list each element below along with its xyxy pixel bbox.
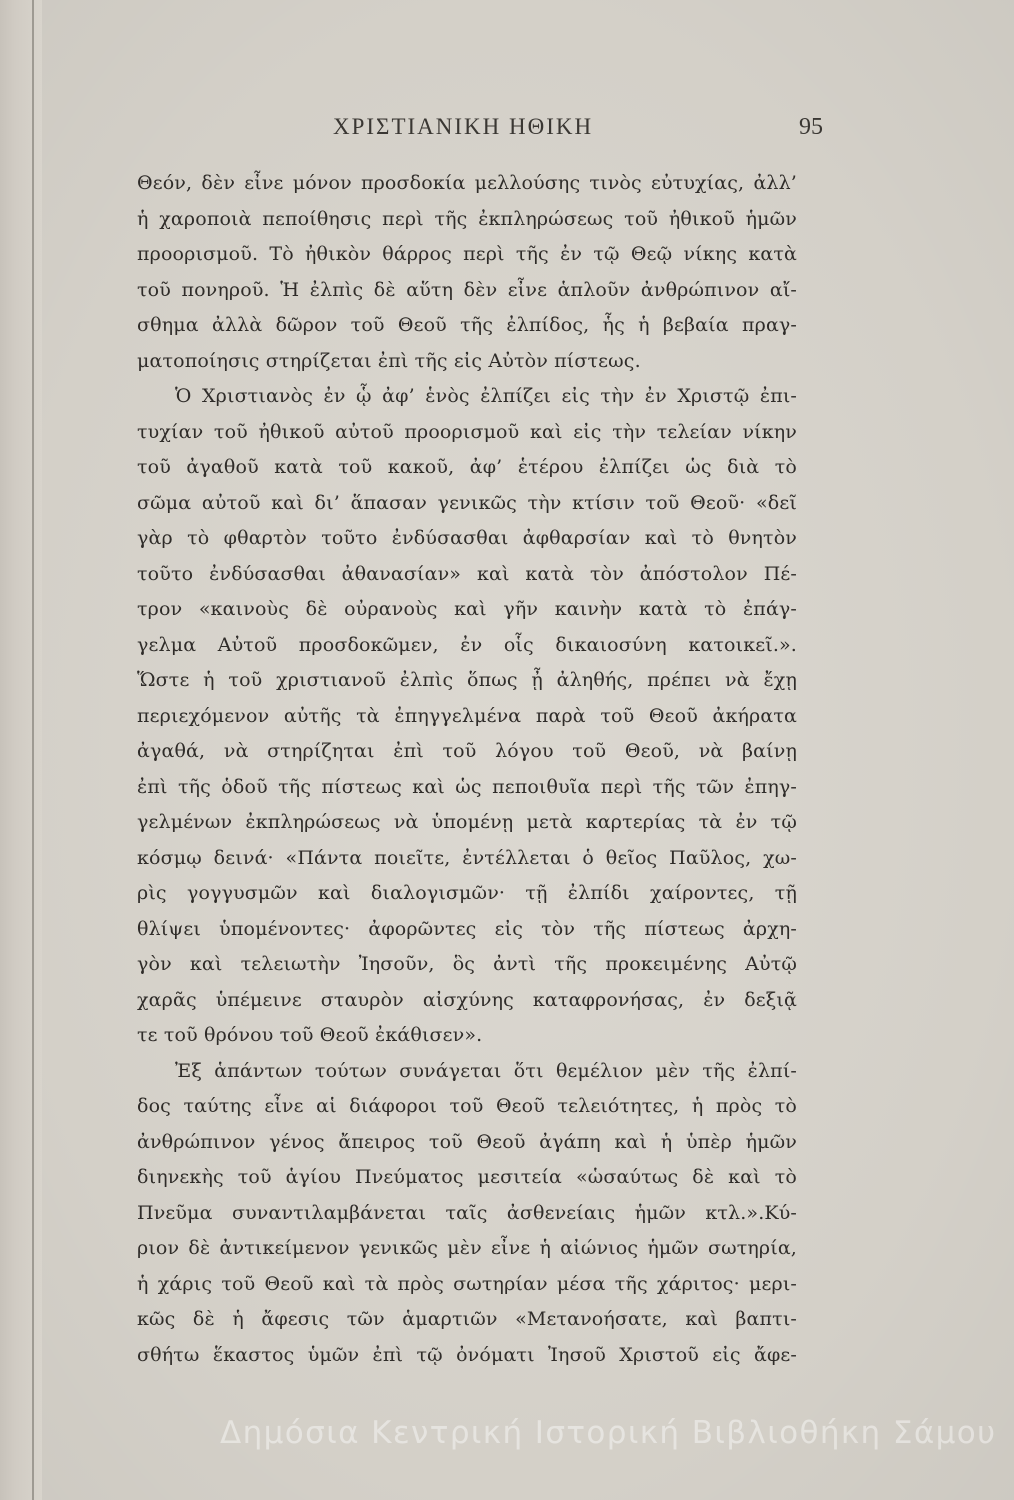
page-text bbox=[137, 166, 797, 1373]
running-head: ΧΡΙΣΤΙΑΝΙΚΗ ΗΘΙΚΗ bbox=[333, 114, 594, 139]
text-line: Θεόν, δὲν εἶνε μόνον προσδοκία μελλούσης τινὸς εὐτυχίας, ἀλλ’ bbox=[137, 172, 797, 194]
text-line: ρὶς γογγυσμῶν καὶ διαλογισμῶν· τῇ ἐλπίδι χαίροντες, τῇ bbox=[137, 882, 797, 904]
text-line: τοῦ πονηροῦ. Ἡ ἐλπὶς δὲ αὕτη δὲν εἶνε ἁπλοῦν ἀνθρώπινον αἴ- bbox=[137, 278, 797, 301]
text-line: ἐπὶ τῆς ὁδοῦ τῆς πίστεως καὶ ὡς πεποιθυῖα περὶ τῆς τῶν ἐπηγ- bbox=[137, 775, 797, 798]
text-line: τυχίαν τοῦ ἠθικοῦ αὐτοῦ προορισμοῦ καὶ εἰς τὴν τελείαν νίκην bbox=[137, 420, 797, 443]
text-line: διηνεκὴς τοῦ ἁγίου Πνεύματος μεσιτεία «ὡσαύτως δὲ καὶ τὸ bbox=[137, 1166, 797, 1188]
text-line: ματοποίησις στηρίζεται ἐπὶ τῆς εἰς Αὐτὸν πίστεως. bbox=[137, 349, 641, 372]
binding-line bbox=[32, 0, 34, 1500]
text-line: κόσμῳ δεινά· «Πάντα ποιεῖτε, ἐντέλλεται ὁ θεῖος Παῦλος, χω- bbox=[137, 846, 797, 869]
text-line: τε τοῦ θρόνου τοῦ Θεοῦ ἐκάθισεν». bbox=[137, 1024, 483, 1046]
text-line: ἀγαθά, νὰ στηρίζηται ἐπὶ τοῦ λόγου τοῦ Θεοῦ, νὰ βαίνῃ bbox=[137, 740, 797, 762]
page-left-edge bbox=[0, 0, 42, 1500]
page-header bbox=[333, 114, 823, 148]
text-line: δος ταύτης εἶνε αἱ διάφοροι τοῦ Θεοῦ τελειότητες, ἡ πρὸς τὸ bbox=[137, 1095, 797, 1117]
text-line: Ἐξ ἁπάντων τούτων συνάγεται ὅτι θεμέλιον μὲν τῆς ἐλπί- bbox=[175, 1059, 797, 1082]
text-line: περιεχόμενον αὐτῆς τὰ ἐπηγγελμένα παρὰ τοῦ Θεοῦ ἀκήρατα bbox=[137, 704, 797, 727]
text-line: σῶμα αὐτοῦ καὶ δι’ ἅπασαν γενικῶς τὴν κτίσιν τοῦ Θεοῦ· «δεῖ bbox=[137, 491, 797, 514]
text-line: τοῦτο ἐνδύσασθαι ἀθανασίαν» καὶ κατὰ τὸν ἀπόστολον Πέ- bbox=[137, 562, 797, 585]
text-line: σθήτω ἕκαστος ὑμῶν ἐπὶ τῷ ὀνόματι Ἰησοῦ Χριστοῦ εἰς ἄφε- bbox=[137, 1343, 797, 1366]
text-line: ριον δὲ ἀντικείμενον γενικῶς μὲν εἶνε ἡ αἰώνιος ἡμῶν σωτηρία, bbox=[137, 1237, 797, 1259]
text-line: γελμένων ἐκπληρώσεως νὰ ὑπομένῃ μετὰ καρτερίας τὰ ἐν τῷ bbox=[137, 811, 797, 833]
text-line: θλίψει ὑπομένοντες· ἀφορῶντες εἰς τὸν τῆς πίστεως ἀρχη- bbox=[137, 917, 797, 940]
text-line: ἀνθρώπινον γένος ἄπειρος τοῦ Θεοῦ ἀγάπη καὶ ἡ ὑπὲρ ἡμῶν bbox=[137, 1130, 797, 1153]
text-line: ἡ χάρις τοῦ Θεοῦ καὶ τὰ πρὸς σωτηρίαν μέσα τῆς χάριτος· μερι- bbox=[137, 1272, 797, 1295]
text-line: κῶς δὲ ἡ ἄφεσις τῶν ἁμαρτιῶν «Μετανοήσατε, καὶ βαπτι- bbox=[137, 1308, 797, 1330]
text-line: γὰρ τὸ φθαρτὸν τοῦτο ἐνδύσασθαι ἀφθαρσίαν καὶ τὸ θνητὸν bbox=[137, 527, 797, 549]
text-line: Ὁ Χριστιανὸς ἐν ᾧ ἀφ’ ἑνὸς ἐλπίζει εἰς τὴν ἐν Χριστῷ ἐπι- bbox=[175, 385, 797, 407]
text-line: Πνεῦμα συναντιλαμβάνεται ταῖς ἀσθενείαις ἡμῶν κτλ.».Κύ- bbox=[137, 1201, 797, 1224]
text-line: τρον «καινοὺς δὲ οὐρανοὺς καὶ γῆν καινὴν κατὰ τὸ ἐπάγ- bbox=[137, 598, 797, 620]
text-line: γὸν καὶ τελειωτὴν Ἰησοῦν, ὃς ἀντὶ τῆς προκειμένης Αὐτῷ bbox=[137, 953, 797, 975]
text-line: σθημα ἀλλὰ δῶρον τοῦ Θεοῦ τῆς ἐλπίδος, ἧς ἡ βεβαία πραγ- bbox=[137, 314, 797, 336]
text-line: Ὥστε ἡ τοῦ χριστιανοῦ ἐλπὶς ὅπως ᾖ ἀληθής, πρέπει νὰ ἔχῃ bbox=[137, 669, 797, 691]
text-line: γελμα Αὐτοῦ προσδοκῶμεν, ἐν οἷς δικαιοσύνη κατοικεῖ.». bbox=[137, 633, 797, 656]
text-line: χαρᾶς ὑπέμεινε σταυρὸν αἰσχύνης καταφρονήσας, ἐν δεξιᾷ bbox=[137, 988, 797, 1011]
text-line: ἡ χαροποιὰ πεποίθησις περὶ τῆς ἐκπληρώσεως τοῦ ἠθικοῦ ἡμῶν bbox=[137, 207, 797, 230]
text-line: προορισμοῦ. Τὸ ἠθικὸν θάρρος περὶ τῆς ἐν τῷ Θεῷ νίκης κατὰ bbox=[137, 243, 797, 265]
page-number: 95 bbox=[799, 114, 823, 140]
text-line: τοῦ ἀγαθοῦ κατὰ τοῦ κακοῦ, ἀφ’ ἑτέρου ἐλπίζει ὡς διὰ τὸ bbox=[137, 456, 797, 478]
library-watermark: Δημόσια Κεντρική Ιστορική Βιβλιοθήκη Σάμου bbox=[220, 1415, 997, 1451]
